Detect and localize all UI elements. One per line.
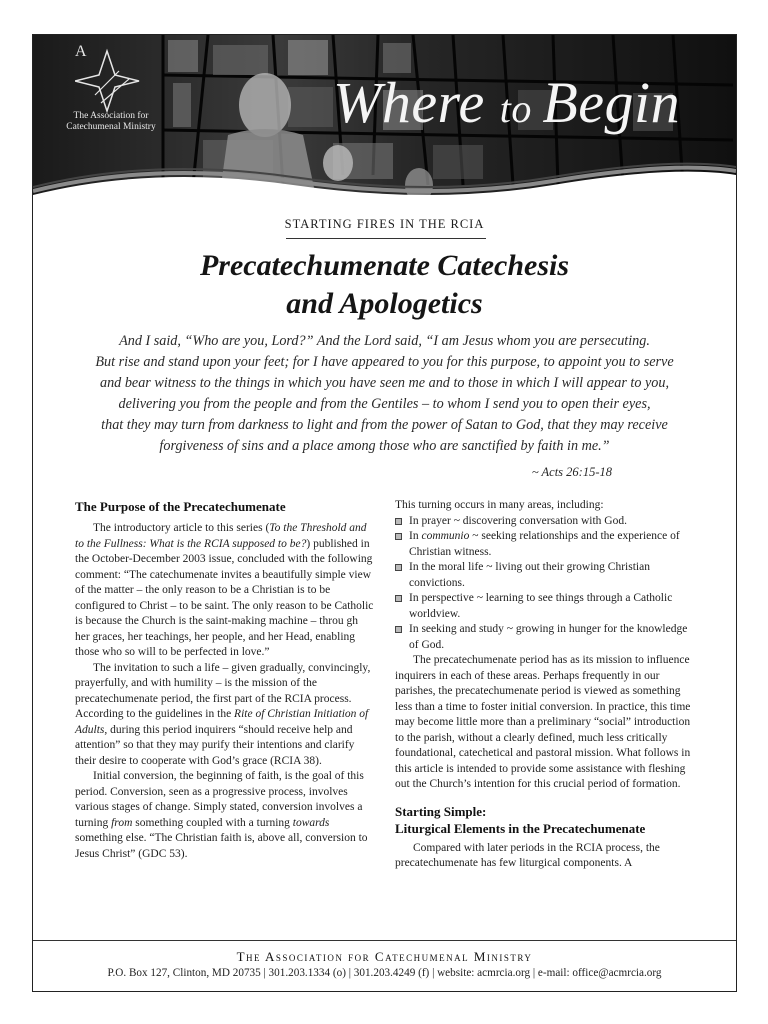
quote-line: that they may turn from darkness to light and from the power of Satan to God, that they may receive	[101, 417, 668, 433]
banner-title	[333, 69, 680, 136]
text-run: something else. “The Christian faith is, above all, conversion to Jesus Christ” (GDC 53).	[75, 832, 368, 860]
italic-word: from	[111, 816, 133, 829]
left-column	[75, 498, 375, 862]
logo-letter: A	[75, 43, 87, 60]
list-item	[395, 591, 695, 622]
right-column	[395, 498, 695, 872]
text-run: something coupled with a turning	[132, 816, 293, 829]
square-bullet-icon	[395, 518, 402, 525]
section-heading	[395, 803, 695, 837]
list-item	[395, 529, 695, 560]
quote-line: and bear witness to the things in which you have seen me and to those in which I will appear to you,	[99, 375, 669, 391]
series-underline	[286, 238, 486, 239]
paragraph: Compared with later periods in the RCIA process, the precatechumenate has few liturgical components. A	[395, 841, 660, 869]
text-run: Initial conversion, the beginning of faith, is the goal of this period. Conversion, seen as a progressive process, involves various stages of change. Simply stated, conversion involves a turning	[75, 770, 364, 829]
paragraph: This turning occurs in many areas, including:	[395, 499, 604, 511]
banner-title-to: to	[499, 86, 543, 131]
quote-line: forgiveness of sins and a place among those who are sanctified by faith in me.”	[159, 438, 610, 454]
square-bullet-icon	[395, 626, 402, 633]
footer-organization: The Association for Catechumenal Ministry	[236, 949, 533, 964]
list-item-text: In the moral life ~ living out their growing Christian convictions.	[409, 561, 650, 589]
list-item-text: In perspective ~ learning to see things through a Catholic worldview.	[409, 592, 673, 620]
scripture-quote	[73, 331, 696, 457]
list-item-text: In prayer ~ discovering conversation with God.	[409, 514, 627, 527]
article-title	[33, 247, 736, 323]
section-heading-line-2: Liturgical Elements in the Precatechumenate	[395, 820, 646, 836]
text-run: The introductory article to this series (	[93, 522, 270, 534]
square-bullet-icon	[395, 533, 402, 540]
quote-line: But rise and stand upon your feet; for I have appeared to you for this purpose, to appoint you to serve	[95, 354, 674, 370]
logo-emblem-icon	[75, 45, 155, 115]
paragraph	[75, 521, 375, 661]
list-item	[395, 622, 695, 653]
newsletter-page	[32, 34, 737, 992]
list-item-text: In	[409, 530, 422, 542]
italic-title: To the Threshold and to the Fullness: What is the RCIA supposed to be?	[75, 522, 367, 550]
paragraph	[75, 661, 375, 770]
section-heading-line-1: Starting Simple:	[395, 803, 487, 819]
list-item	[395, 514, 695, 530]
text-run: ) published in the October-December 2003 issue, concluded with the following comment: “The catechumenate invites a beautifully simple view of the matter – the only reason to be a Christian is to be configured to Christ – to be saint. The only reason to be Catholic is because the Church is the saint-making machine – throu gh her graces, her teachings, her people, and her Head, enabling those who so will to be perfected in love.”	[75, 537, 374, 658]
quote-line: And I said, “Who are you, Lord?” And the Lord said, “I am Jesus whom you are persecuting.	[119, 333, 650, 349]
banner-title-begin: Begin	[542, 70, 681, 135]
quote-citation: ~ Acts 26:15-18	[531, 465, 612, 479]
article-title-line-1: Precatechumenate Catechesis	[199, 249, 570, 282]
italic-word: communio	[421, 530, 470, 542]
list-item-text: In seeking and study ~ growing in hunger for the knowledge of God.	[409, 623, 688, 651]
header-banner	[33, 35, 736, 207]
text-run: , during this period inquirers “should receive help and attention” so that they may purify their intentions and clarify their desire to cooperate with God’s grace (RCIA 38).	[75, 723, 355, 767]
logo-name: The Association for Catechumenal Ministry	[66, 111, 156, 132]
italic-word: towards	[292, 816, 330, 829]
acm-logo	[45, 39, 165, 135]
list-item	[395, 560, 695, 591]
series-label: STARTING FIRES IN THE RCIA	[284, 217, 485, 231]
text-run: The invitation to such a life – given gradually, convincingly, prayerfully, and with humility – is the mission of the precatechumenate period, the first part of the RCIA process. According to the guidelines in the	[75, 661, 371, 720]
list-item-text: ~ seeking relationships and the experience of Christian witness.	[409, 530, 680, 558]
bullet-list	[395, 514, 695, 654]
italic-title: Rite of Christian Initiation of Adults	[75, 708, 369, 736]
footer-divider	[33, 940, 736, 941]
article-title-line-2: and Apologetics	[286, 287, 483, 320]
footer-contact: P.O. Box 127, Clinton, MD 20735 | 301.203.1334 (o) | 301.203.4249 (f) | website: acmrcia.org | e-mail: office@acmrcia.org	[107, 967, 662, 979]
paragraph: The precatechumenate period has as its mission to influence inquirers in each of these areas. Perhaps frequently in our parishes, the precatechumenate period is viewed as something less than a time to foster initial conversion. In practice, this time may become little more than a preliminary “social” introduction to the parish, without a clearly defined, much less critically foundational, catechetical and pastoral mission. What follows in this article is intended to provide some assistance with fleshing out the Church’s intention for this crucial period of formation.	[395, 654, 691, 790]
section-heading: The Purpose of the Precatechumenate	[75, 499, 286, 514]
square-bullet-icon	[395, 595, 402, 602]
banner-title-where: Where	[333, 70, 500, 135]
square-bullet-icon	[395, 564, 402, 571]
paragraph	[75, 769, 375, 862]
quote-line: delivering you from the people and from the Gentiles – to whom I send you to open their eyes,	[118, 396, 651, 412]
